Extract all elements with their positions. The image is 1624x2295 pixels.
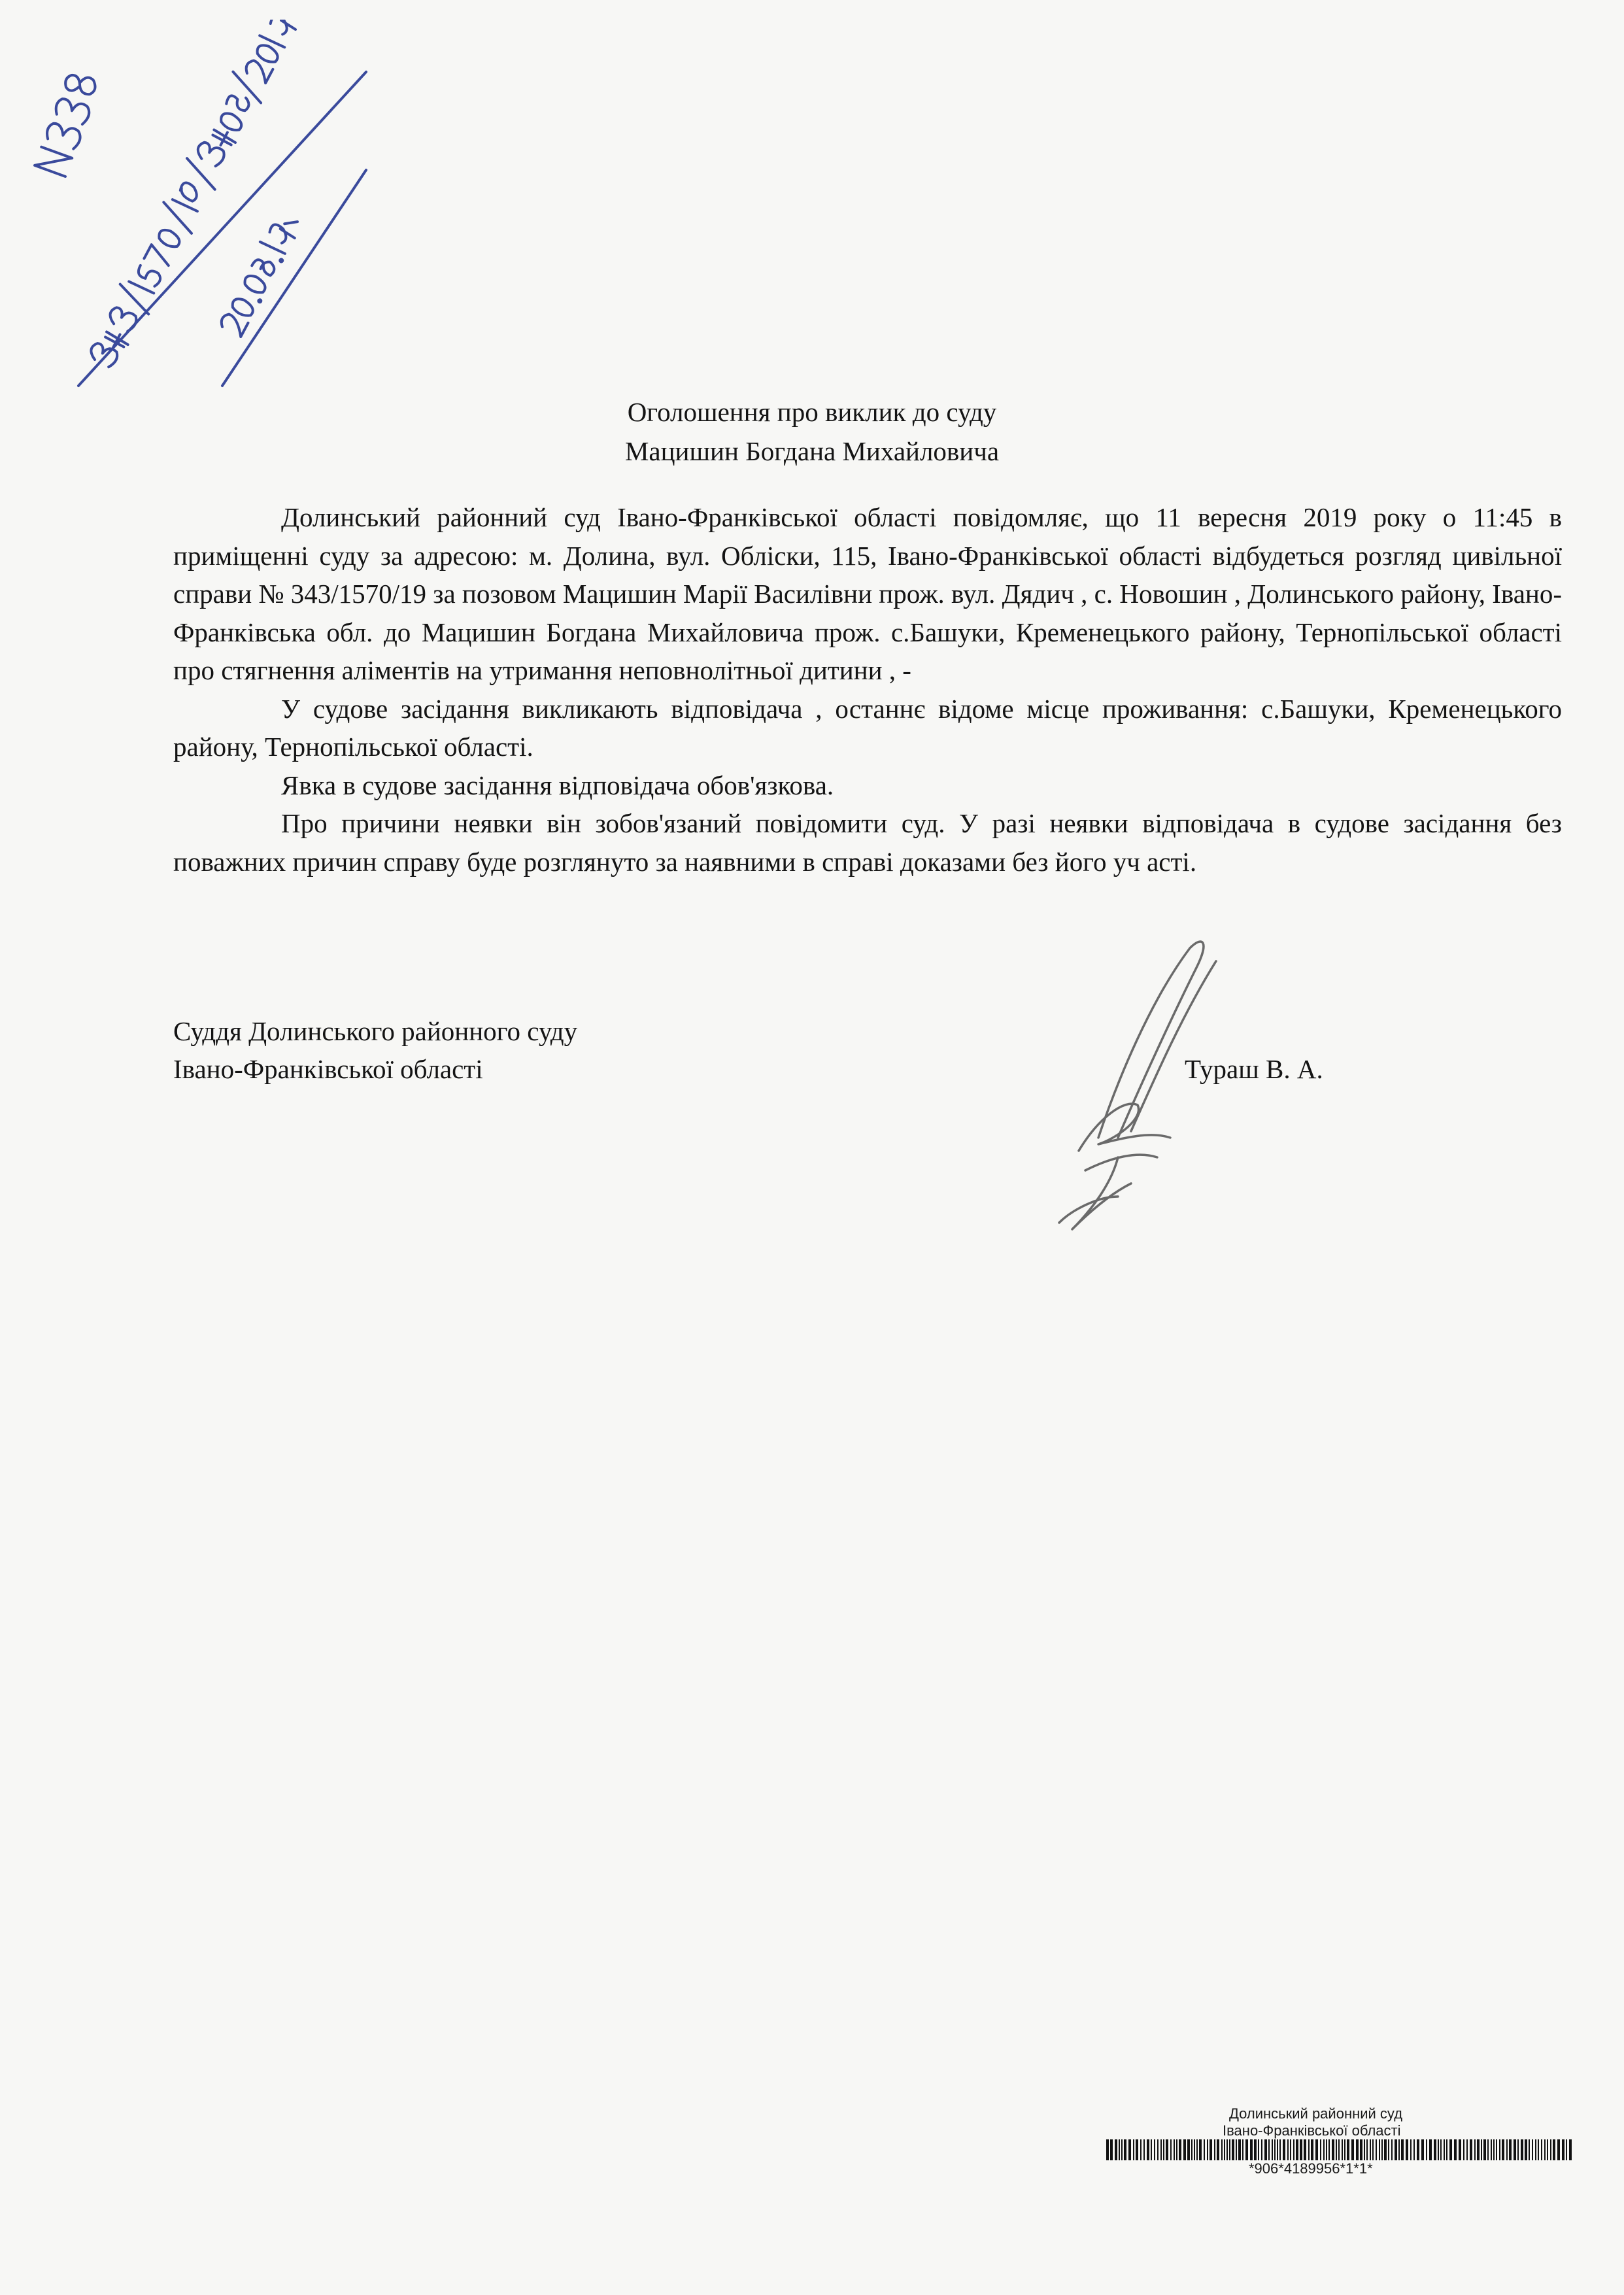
barcode-bar	[1199, 2139, 1202, 2160]
paragraph-attendance: Явка в судове засідання відповідача обов'язкова.	[281, 770, 834, 800]
barcode-bar	[1304, 2139, 1306, 2160]
barcode-bar	[1459, 2139, 1461, 2160]
barcode-bar	[1147, 2139, 1149, 2160]
barcode-bar	[1395, 2139, 1397, 2160]
paragraph-hearing-notice: Долинський районний суд Івано-Франківської області повідомляє, що 11 вересня 2019 року о 11:45 в приміщенні суду за адресою: м. Долина, вул. Обліски, 115, Івано-Франківської області відбудеться розгляд цивільної справи № 343/1570/19 за позовом Мацишин Марії Василівни прож. вул. Дядич , с. Новошин , Долинського району, Івано-Франківська обл. до Мацишин Богдана Михайловича прож. с.Башуки, Кременецького району, Тернопільської області про стягнення аліментів на утримання неповнолітньої дитини , -	[173, 502, 1563, 685]
barcode-bar	[1320, 2139, 1321, 2160]
barcode-bar	[1499, 2139, 1500, 2160]
barcode-bar	[1466, 2139, 1468, 2160]
barcode-bar	[1140, 2139, 1142, 2160]
barcode-bar	[1496, 2139, 1497, 2160]
barcode-bar	[1351, 2139, 1354, 2160]
barcode-bar	[1398, 2139, 1400, 2160]
barcode-bar	[1487, 2139, 1489, 2160]
barcode-bar	[1204, 2139, 1205, 2160]
barcode-bar	[1176, 2139, 1177, 2160]
barcode-bar	[1328, 2139, 1330, 2160]
barcode-bar	[1338, 2139, 1340, 2160]
barcode-bar	[1326, 2139, 1327, 2160]
barcode-bar	[1446, 2139, 1447, 2160]
barcode-bar	[1550, 2139, 1551, 2160]
barcode-bar	[1191, 2139, 1193, 2160]
barcode-bar	[1258, 2139, 1259, 2160]
barcode-bar	[1187, 2139, 1190, 2160]
barcode-bar	[1538, 2139, 1539, 2160]
barcode-bar	[1364, 2139, 1365, 2160]
barcode-bar	[1214, 2139, 1215, 2160]
announcement-body	[173, 498, 1562, 881]
barcode-bar	[1323, 2139, 1325, 2160]
barcode-bar	[1106, 2139, 1109, 2160]
handwritten-registration-mark	[26, 20, 392, 412]
barcode-bar	[1224, 2139, 1225, 2160]
barcode-bar	[1440, 2139, 1442, 2160]
barcode-bar	[1296, 2139, 1298, 2160]
barcode-bar	[1179, 2139, 1181, 2160]
barcode-bar	[1384, 2139, 1387, 2160]
barcode-bar	[1163, 2139, 1164, 2160]
barcode-bar	[1509, 2139, 1512, 2160]
paragraph-absence: Про причини неявки він зобов'язаний повідомити суд. У разі неявки відповідача в судове засідання без поважних причин справу буде розглянуто за наявними в справі доказами без його уч асті.	[173, 808, 1562, 877]
barcode-bar	[1569, 2139, 1572, 2160]
barcode-bar	[1514, 2139, 1516, 2160]
barcode-bar	[1238, 2139, 1241, 2160]
barcode-bar	[1529, 2139, 1530, 2160]
barcode-bar	[1356, 2139, 1359, 2160]
barcode-bar	[1210, 2139, 1212, 2160]
barcode-bar	[1532, 2139, 1533, 2160]
barcode-bar	[1372, 2139, 1374, 2160]
barcode-number: *906*4189956*1*1*	[1249, 2160, 1373, 2177]
barcode-bar	[1119, 2139, 1120, 2160]
barcode-bar	[1274, 2139, 1276, 2160]
barcode-bar	[1444, 2139, 1445, 2160]
barcode-bar	[1183, 2139, 1186, 2160]
barcode-bar	[1242, 2139, 1243, 2160]
barcode-bar	[1160, 2139, 1162, 2160]
barcode-bar	[1264, 2139, 1267, 2160]
barcode-bar	[1254, 2139, 1257, 2160]
barcode-bar	[1421, 2139, 1424, 2160]
barcode-bar	[1157, 2139, 1159, 2160]
barcode-bar	[1136, 2139, 1138, 2160]
barcode-bar	[1547, 2139, 1548, 2160]
barcode-bar	[1221, 2139, 1223, 2160]
barcode-bar	[1535, 2139, 1536, 2160]
barcode-bar	[1268, 2139, 1270, 2160]
barcode-bar	[1517, 2139, 1519, 2160]
barcode-bar	[1332, 2139, 1334, 2160]
barcode-bar	[1481, 2139, 1482, 2160]
barcode-bar	[1166, 2139, 1168, 2160]
barcode-bar	[1417, 2139, 1419, 2160]
barcode-bar	[1491, 2139, 1492, 2160]
barcode-bar	[1315, 2139, 1318, 2160]
barcode-bar	[1342, 2139, 1343, 2160]
title-line-2: Мацишин Богдана Михайловича	[624, 436, 1000, 466]
barcode-bar	[1413, 2139, 1415, 2160]
barcode-bar	[1226, 2139, 1228, 2160]
barcode-bar	[1541, 2139, 1542, 2160]
judge-name: Тураш В. А.	[1185, 1054, 1323, 1084]
barcode-bar	[1553, 2139, 1555, 2160]
barcode-bar	[1391, 2139, 1393, 2160]
barcode-bar	[1290, 2139, 1291, 2160]
barcode-bar	[1194, 2139, 1195, 2160]
barcode-bar	[1311, 2139, 1313, 2160]
barcode-bar	[1293, 2139, 1294, 2160]
barcode-bar	[1133, 2139, 1134, 2160]
barcode-bar	[1287, 2139, 1289, 2160]
barcode-bar	[1245, 2139, 1248, 2160]
barcode-bar	[1544, 2139, 1546, 2160]
barcode-bar	[1308, 2139, 1310, 2160]
barcode-bar	[1429, 2139, 1432, 2160]
barcode-bar	[1143, 2139, 1145, 2160]
barcode-bar	[1344, 2139, 1345, 2160]
barcode-bar	[1151, 2139, 1152, 2160]
barcode-bar	[1463, 2139, 1464, 2160]
barcode-bar	[1277, 2139, 1278, 2160]
barcode-bar	[1115, 2139, 1117, 2160]
barcode-bar	[1174, 2139, 1175, 2160]
barcode-bar	[1300, 2139, 1302, 2160]
barcode-bar	[1562, 2139, 1565, 2160]
barcode-bar	[1388, 2139, 1389, 2160]
barcode-bar	[1470, 2139, 1472, 2160]
barcode-bar	[1381, 2139, 1383, 2160]
barcode-bar	[1360, 2139, 1362, 2160]
barcode-bar	[1474, 2139, 1476, 2160]
barcode-bar	[1170, 2139, 1172, 2160]
barcode-bar	[1261, 2139, 1262, 2160]
announcement-title	[0, 392, 1624, 471]
barcode-bar	[1454, 2139, 1457, 2160]
barcode-bar	[1410, 2139, 1412, 2160]
judge-position-line-2: Івано-Франківської області	[173, 1054, 483, 1084]
barcode-bar	[1196, 2139, 1198, 2160]
barcode-bar	[1525, 2139, 1527, 2160]
barcode-bar	[1493, 2139, 1495, 2160]
barcode-bar	[1121, 2139, 1123, 2160]
barcode-bar	[1232, 2139, 1234, 2160]
barcode-bar	[1370, 2139, 1371, 2160]
barcode-bar	[1426, 2139, 1427, 2160]
barcode-bar	[1110, 2139, 1113, 2160]
barcode-bar	[1566, 2139, 1567, 2160]
barcode-bar	[1272, 2139, 1273, 2160]
barcode-bar	[1229, 2139, 1230, 2160]
barcode-graphic	[1105, 2139, 1576, 2160]
signature-block	[173, 1012, 577, 1088]
barcode-bar	[1336, 2139, 1337, 2160]
title-line-1: Оголошення про виклик до суду	[627, 397, 997, 427]
barcode-bar	[1347, 2139, 1349, 2160]
barcode-bar	[1477, 2139, 1480, 2160]
barcode-bar	[1366, 2139, 1368, 2160]
barcode-bar	[1406, 2139, 1408, 2160]
barcode-bar	[1449, 2139, 1452, 2160]
barcode-bar	[1376, 2139, 1377, 2160]
barcode-bar	[1154, 2139, 1155, 2160]
barcode-bar	[1506, 2139, 1508, 2160]
barcode-bar	[1128, 2139, 1131, 2160]
barcode-bar	[1124, 2139, 1126, 2160]
barcode-bar	[1207, 2139, 1208, 2160]
barcode-bar	[1379, 2139, 1380, 2160]
barcode-bar	[1434, 2139, 1436, 2160]
footer-court-line-2: Івано-Франківської області	[1223, 2122, 1401, 2139]
judge-position-line-1: Суддя Долинського районного суду	[173, 1016, 578, 1046]
barcode-bar	[1217, 2139, 1219, 2160]
barcode-bar	[1250, 2139, 1253, 2160]
barcode-bar	[1236, 2139, 1237, 2160]
barcode-bar	[1521, 2139, 1523, 2160]
barcode-bar	[1438, 2139, 1439, 2160]
barcode-bar	[1483, 2139, 1486, 2160]
barcode-bar	[1557, 2139, 1560, 2160]
paragraph-summons: У судове засідання викликають відповідача , останнє відоме місце проживання: с.Башуки, Кременецького району, Тернопільської області.	[173, 693, 1562, 762]
barcode-bar	[1502, 2139, 1504, 2160]
barcode-bar	[1279, 2139, 1281, 2160]
barcode-bar	[1401, 2139, 1404, 2160]
footer-court-line-1: Долинський районний суд	[1229, 2105, 1403, 2122]
barcode-bar	[1283, 2139, 1285, 2160]
